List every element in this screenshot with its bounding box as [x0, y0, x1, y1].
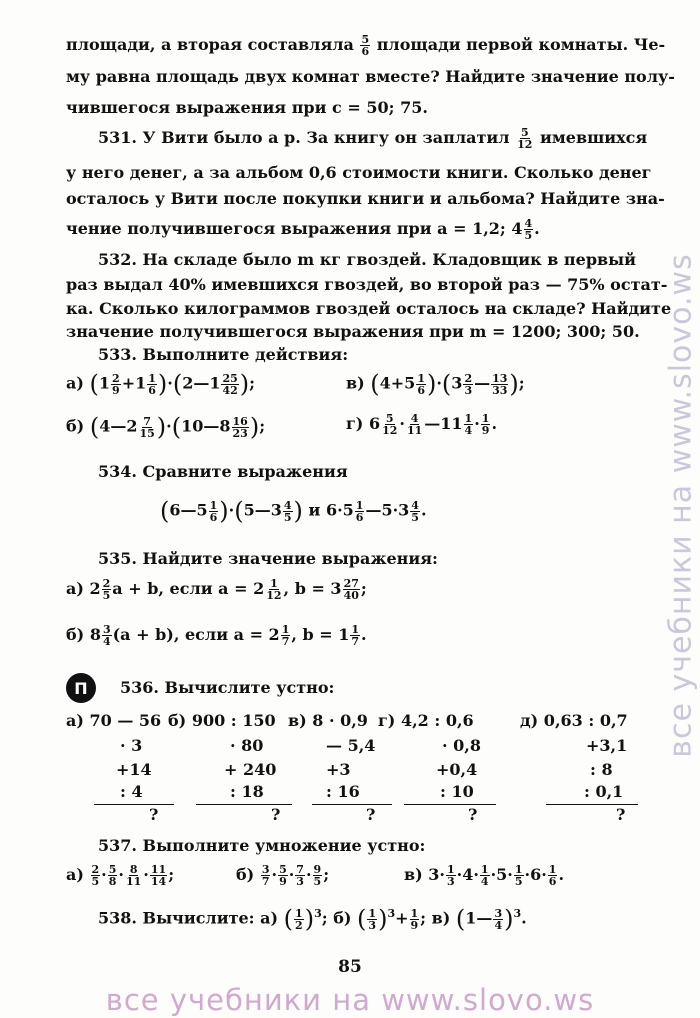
- chain-a-head: а) 70 — 56: [66, 711, 162, 730]
- page-number: 85: [338, 957, 362, 977]
- problem-533-heading: 533. Выполните действия:: [98, 345, 349, 364]
- chain-v-rule: [312, 804, 392, 805]
- problem-532-line-2: раз выдал 40% имевшихся гвоздей, во второй раз — 75% остат-: [66, 275, 668, 294]
- problem-532-line-1: 532. На складе было m кг гвоздей. Кладовщик в первый: [98, 250, 637, 269]
- problem-533-g: г) 6 $\frac{5}{12}$ · $\frac{4}{11}$ —11 $\frac{1}{4}$ · $\frac{1}{9}$ .: [346, 412, 498, 437]
- chain-b-result: ?: [271, 805, 281, 824]
- problem-535-heading: 535. Найдите значение выражения:: [98, 549, 438, 568]
- side-watermark: все учебники на www.slovo.ws: [663, 252, 699, 758]
- chain-g-op: +0,4: [436, 760, 478, 779]
- chain-a-op: · 3: [120, 736, 143, 755]
- problem-531-line-3: осталось у Вити после покупки книги и альбома? Найдите зна-: [66, 189, 665, 208]
- chain-v-result: ?: [366, 805, 376, 824]
- chain-a-rule: [94, 804, 174, 805]
- chain-d-op: : 0,1: [584, 782, 624, 801]
- intro-line-3: чившегося выражения при c = 50; 75.: [66, 98, 428, 117]
- problem-534-expression: (6—5 $\frac{1}{6}$ )·(5—3 $\frac{4}{5}$ ) и 6·5 $\frac{1}{6}$ —5·3 $\frac{4}{5}$ .: [160, 497, 427, 525]
- problem-537-a: а) $\frac{2}{5}$ · $\frac{5}{8}$ · $\frac{8}{11}$ · $\frac{11}{14}$ ;: [66, 863, 175, 888]
- problem-531-line-4: чение получившегося выражения при a = 1,2; 4 $\frac{4}{5}$ .: [66, 217, 540, 242]
- chain-b-op: : 18: [230, 782, 264, 801]
- bottom-watermark: все учебники на www.slovo.ws: [105, 983, 595, 1017]
- problem-531-line-2: у него денег, а за альбом 0,6 стоимости книги. Сколько денег: [66, 163, 652, 182]
- fraction: $\frac{5}{12}$: [517, 126, 533, 151]
- chain-d-op: : 8: [590, 760, 613, 779]
- intro-line-1: площади, а вторая составляла $\frac{5}{6}$ площади первой комнаты. Че-: [66, 33, 666, 58]
- chain-a-op: +14: [116, 760, 152, 779]
- chain-v-op: : 16: [326, 782, 360, 801]
- chain-v-op: +3: [326, 760, 351, 779]
- oral-badge: П: [66, 673, 96, 703]
- chain-g-rule: [404, 804, 496, 805]
- chain-b-op: + 240: [224, 760, 277, 779]
- problem-537-v: в) 3· $\frac{1}{3}$ ·4· $\frac{1}{4}$ ·5· $\frac{1}{5}$ ·6· $\frac{1}{6}$ .: [404, 863, 565, 888]
- problem-533-a: а) (1 $\frac{2}{9}$ +1 $\frac{1}{6}$ )·(2—1 $\frac{25}{42}$ );: [66, 370, 256, 398]
- problem-532-line-4: значение получившегося выражения при m = 1200; 300; 50.: [66, 322, 640, 341]
- chain-g-result: ?: [468, 805, 478, 824]
- problem-537-heading: 537. Выполните умножение устно:: [98, 836, 426, 855]
- chain-g-head: г) 4,2 : 0,6: [378, 711, 474, 730]
- chain-a-op: : 4: [120, 782, 143, 801]
- chain-d-op: +3,1: [586, 736, 628, 755]
- fraction: $\frac{5}{6}$: [361, 33, 370, 58]
- problem-536-heading: 536. Вычислите устно:: [120, 678, 335, 697]
- chain-b-head: б) 900 : 150: [168, 711, 276, 730]
- problem-533-v: в) (4+5 $\frac{1}{6}$ )·(3 $\frac{2}{3}$ — $\frac{13}{33}$ );: [346, 370, 525, 398]
- chain-d-result: ?: [616, 805, 626, 824]
- chain-v-head: в) 8 · 0,9: [288, 711, 368, 730]
- problem-535-a: а) 2 $\frac{2}{5}$ a + b, если a = 2 $\frac{1}{12}$ , b = 3 $\frac{27}{40}$ ;: [66, 577, 367, 602]
- chain-b-op: · 80: [230, 736, 264, 755]
- problem-535-b: б) 8 $\frac{3}{4}$ (a + b), если a = 2 $\frac{1}{7}$ , b = 1 $\frac{1}{7}$ .: [66, 623, 367, 648]
- chain-v-op: — 5,4: [326, 736, 376, 755]
- chain-g-op: : 10: [440, 782, 474, 801]
- chain-g-op: · 0,8: [442, 736, 481, 755]
- problem-532-line-3: ка. Сколько килограммов гвоздей осталось на складе? Найдите: [66, 299, 672, 318]
- problem-533-b: б) (4—2 $\frac{7}{15}$ )·(10—8 $\frac{16}{23}$ );: [66, 413, 266, 441]
- problem-537-b: б) $\frac{3}{7}$ · $\frac{5}{9}$ · $\frac{7}{3}$ · $\frac{9}{5}$ ;: [236, 863, 330, 888]
- problem-531-line-1: 531. У Вити было a р. За книгу он заплатил $\frac{5}{12}$ имевшихся: [98, 126, 648, 151]
- problem-534-heading: 534. Сравните выражения: [98, 462, 348, 481]
- chain-d-head: д) 0,63 : 0,7: [520, 711, 628, 730]
- chain-a-result: ?: [149, 805, 159, 824]
- intro-line-2: му равна площадь двух комнат вместе? Найдите значение полу-: [66, 67, 675, 86]
- fraction: $\frac{4}{5}$: [524, 217, 533, 242]
- problem-538: 538. Вычислите: а) ( $\frac{1}{2}$ )$^3$; б) ( $\frac{1}{3}$ )$^3$+ $\frac{1}{9}$ ; в) (1— $\frac{3}{4}$ )$^3$.: [98, 905, 527, 933]
